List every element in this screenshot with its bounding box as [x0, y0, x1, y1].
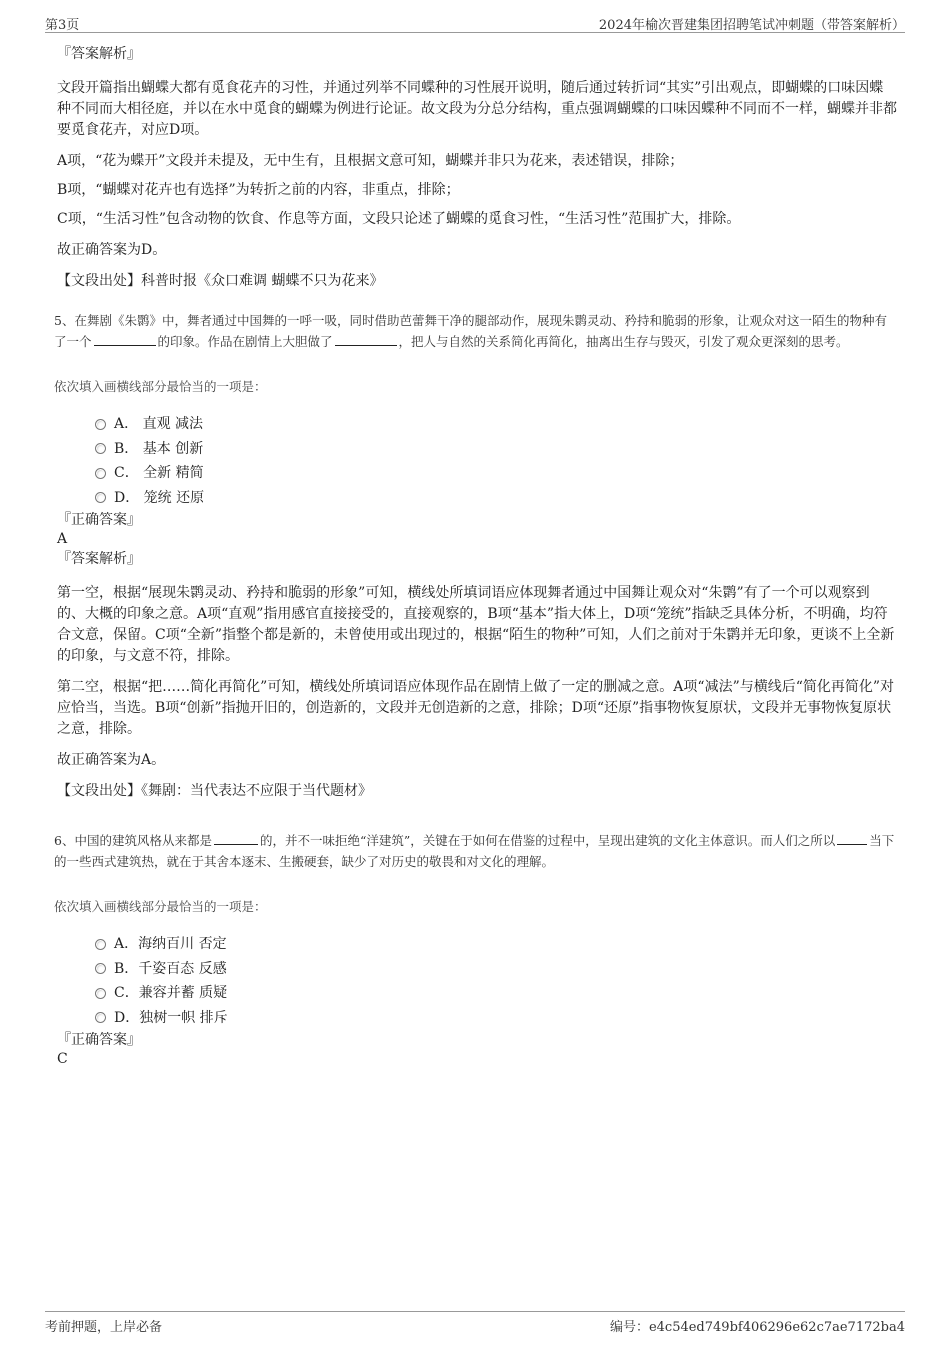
question-6: 6、中国的建筑风格从来都是 的，并不一味拒绝“洋建筑”，关键在于如何在借鉴的过程中，呈现出建筑的文化主体意识。而人们之所以 当下的一些西式建筑热，就在于其舍本逐末、生搬硬套，缺少了对历史的敬畏和对文化的理解。: [54, 832, 895, 869]
option-a[interactable]: A． 直观 减法: [95, 412, 897, 437]
blank-1: [214, 832, 258, 845]
radio-icon[interactable]: [95, 492, 106, 503]
page-footer: [45, 1311, 905, 1334]
option-d[interactable]: D．独树一帜 排斥: [95, 1006, 897, 1031]
blank-2: [335, 333, 397, 346]
passage-source: 【文段出处】《舞剧：当代表达不应限于当代题材》: [57, 783, 372, 799]
analysis-option-b: B项，“蝴蝶对花卉也有选择”为转折之前的内容，非重点，排除；: [57, 182, 460, 198]
option-b[interactable]: B． 基本 创新: [95, 437, 897, 462]
analysis-paragraph: 第一空，根据“展现朱鹮灵动、矜持和脆弱的形象”可知，横线处所填词语应体现舞者通过中国舞让观众对“朱鹮”有了一个可以观察到的、大概的印象之意。A项“直观”指用感官直接接受的，直接观察的，B项“基本”指大体上，D项“笼统”指缺乏具体分析，不明确，均符合文意，保留。C项“全新”指整个都是新的，未曾使用或出现过的，根据“陌生的物种”可知，人们之前对于朱鹮并无印象，更谈不上全新的印象，与文意不符，排除。: [57, 585, 895, 664]
radio-icon[interactable]: [95, 963, 106, 974]
analysis-option-a: A项，“花为蝶开”文段并未提及，无中生有，且根据文意可知，蝴蝶并非只为花来，表述错误，排除；: [57, 153, 684, 169]
analysis-option-c: C项，“生活习性”包含动物的饮食、作息等方面，文段只论述了蝴蝶的觅食习性，“生活习性”范围扩大，排除。: [57, 211, 741, 227]
analysis-label: 『答案解析』: [57, 551, 141, 567]
q5-options: [95, 412, 897, 510]
page-header: [45, 14, 905, 33]
blank-2: [837, 832, 867, 845]
analysis-paragraph: 第二空，根据“把……简化再简化”可知，横线处所填词语应体现作品在剧情上做了一定的删减之意。A项“减法”与横线后“简化再简化”对应恰当，当选。B项“创新”指抛开旧的，创造新的，文段并无创造新的之意，排除；D项“还原”指事物恢复原状，文段并无事物恢复原状之意，排除。: [57, 679, 895, 737]
conclusion: 故正确答案为A。: [57, 752, 166, 768]
option-c[interactable]: C．兼容并蓄 质疑: [95, 981, 897, 1006]
document-body: [54, 44, 897, 1069]
document-title: 2024年榆次晋建集团招聘笔试冲刺题（带答案解析）: [598, 18, 905, 33]
document-code: 编号：e4c54ed749bf406296e62c7ae7172ba4: [609, 1320, 905, 1335]
page-number: 第3页: [45, 18, 80, 33]
option-d[interactable]: D． 笼统 还原: [95, 486, 897, 511]
question-instruction: 依次填入画横线部分最恰当的一项是：: [54, 899, 267, 914]
radio-icon[interactable]: [95, 988, 106, 999]
correct-answer: C: [57, 1051, 68, 1067]
option-c[interactable]: C． 全新 精简: [95, 461, 897, 486]
question-5: 5、在舞剧《朱鹮》中，舞者通过中国舞的一呼一吸，同时借助芭蕾舞干净的腿部动作，展现朱鹮灵动、矜持和脆弱的形象，让观众对这一陌生的物种有了一个 的印象。作品在剧情上大胆做了 ，把人与自然的关系简化再简化，抽离出生存与毁灭，引发了观众更深刻的思考。: [54, 312, 887, 349]
correct-answer-label: 『正确答案』: [57, 1032, 141, 1048]
radio-icon[interactable]: [95, 468, 106, 479]
correct-answer: A: [57, 531, 68, 547]
analysis-paragraph: 文段开篇指出蝴蝶大都有觅食花卉的习性，并通过列举不同蝶种的习性展开说明，随后通过转折词“其实”引出观点，即蝴蝶的口味因蝶种不同而大相径庭，并以在水中觅食的蝴蝶为例进行论证。故文段为分总分结构，重点强调蝴蝶的口味因蝶种不同而不一样，蝴蝶并非都要觅食花卉，对应D项。: [57, 80, 897, 138]
radio-icon[interactable]: [95, 939, 106, 950]
blank-1: [94, 333, 156, 346]
radio-icon[interactable]: [95, 443, 106, 454]
option-a[interactable]: A．海纳百川 否定: [95, 932, 897, 957]
passage-source: 【文段出处】科普时报《众口难调 蝴蝶不只为花来》: [57, 273, 384, 289]
radio-icon[interactable]: [95, 419, 106, 430]
radio-icon[interactable]: [95, 1012, 106, 1023]
correct-answer-label: 『正确答案』: [57, 512, 141, 528]
conclusion: 故正确答案为D。: [57, 242, 167, 258]
q6-options: [95, 932, 897, 1030]
footer-slogan: 考前押题，上岸必备: [45, 1320, 163, 1335]
question-instruction: 依次填入画横线部分最恰当的一项是：: [54, 379, 267, 394]
option-b[interactable]: B．千姿百态 反感: [95, 957, 897, 982]
analysis-label: 『答案解析』: [57, 46, 141, 62]
